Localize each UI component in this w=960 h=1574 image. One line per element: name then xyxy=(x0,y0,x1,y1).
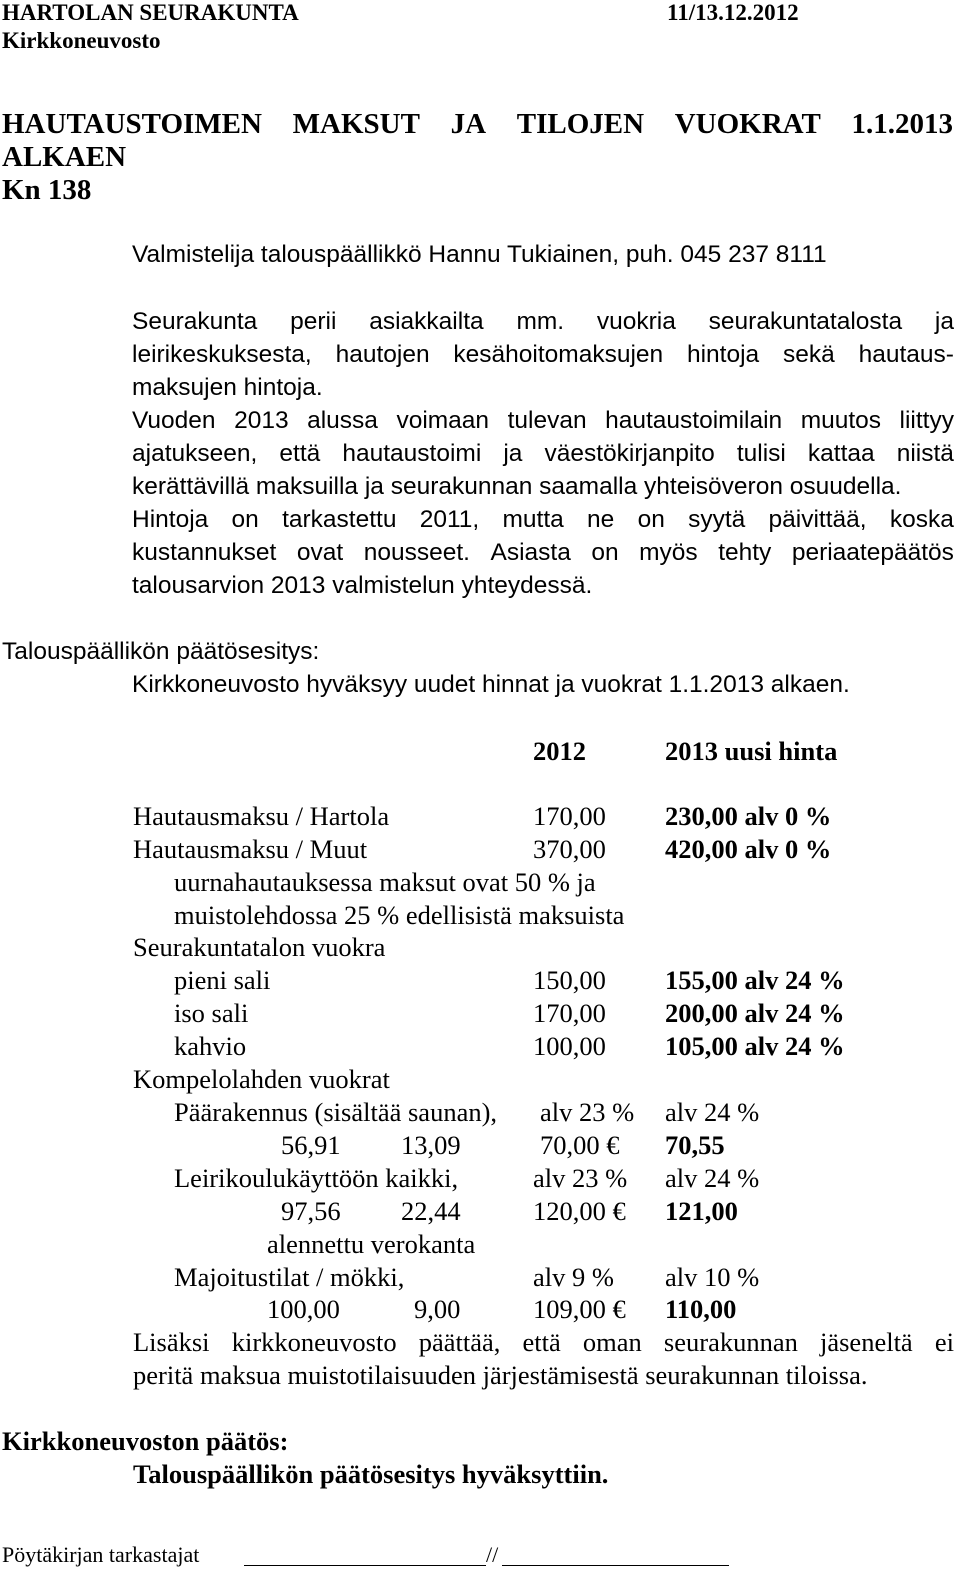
vat-2013: alv 10 % xyxy=(665,1262,760,1292)
word: koska xyxy=(889,506,954,533)
price-2013: 155,00 alv 24 % xyxy=(665,965,845,995)
decision-label: Kirkkoneuvoston päätös: xyxy=(2,1426,289,1456)
intro-line: maksujen hintoja. xyxy=(132,374,323,401)
row-label: iso sali xyxy=(174,998,249,1028)
intro-line: talousarvion 2013 valmistelun yhteydessä. xyxy=(132,572,593,599)
intro-line xyxy=(132,343,954,368)
word: Seurakunta xyxy=(132,308,258,335)
price-2013: 200,00 alv 24 % xyxy=(665,998,845,1028)
word: ovat xyxy=(296,539,344,566)
title-word: VUOKRAT xyxy=(674,108,821,140)
price-2012: 170,00 xyxy=(533,801,606,831)
price-2013: 105,00 alv 24 % xyxy=(665,1031,845,1061)
row-label: Päärakennus (sisältää saunan), xyxy=(174,1097,498,1127)
word: syytä xyxy=(688,506,746,533)
word: on xyxy=(637,506,665,533)
word: nousseet. xyxy=(363,539,470,566)
proposal-text: Kirkkoneuvosto hyväksyy uudet hinnat ja vuokrat 1.1.2013 alkaen. xyxy=(132,671,850,698)
meeting-date: 11/13.12.2012 xyxy=(667,0,799,25)
preparer: Valmistelija talouspäällikkö Hannu Tukiainen, puh. 045 237 8111 xyxy=(132,241,827,268)
signature-line xyxy=(244,1565,486,1566)
intro-line xyxy=(132,541,954,566)
word: leirikeskuksesta, xyxy=(132,341,312,368)
row-label: Hautausmaksu / Muut xyxy=(133,834,368,864)
body-name: Kirkkoneuvosto xyxy=(2,28,161,53)
word: liittyy xyxy=(899,407,954,434)
proposal-label: Talouspäällikön päätösesitys: xyxy=(2,638,320,665)
word: Vuoden xyxy=(132,407,216,434)
title-word: HAUTAUSTOIMEN xyxy=(2,108,262,140)
word: päättää, xyxy=(418,1327,501,1357)
title-word: MAKSUT xyxy=(292,108,420,140)
price-2013: 110,00 xyxy=(665,1294,737,1324)
vat-2013: alv 24 % xyxy=(665,1163,760,1193)
price-2012: 100,00 xyxy=(533,1031,606,1061)
section-heading: Kompelolahden vuokrat xyxy=(133,1064,390,1094)
word: mm. xyxy=(516,308,565,335)
word: että xyxy=(522,1327,561,1357)
vat-2012: alv 9 % xyxy=(533,1262,614,1292)
word: oman xyxy=(582,1327,642,1357)
title-word: TILOJEN xyxy=(516,108,645,140)
row-label: Majoitustilat / mökki, xyxy=(174,1262,405,1292)
word: niistä xyxy=(896,440,954,467)
intro-line xyxy=(132,442,954,467)
word: 2011, xyxy=(419,506,480,533)
word: hautaustoimi xyxy=(342,440,482,467)
price-2012: 109,00 € xyxy=(533,1294,626,1324)
word: hautojen xyxy=(335,341,430,368)
word: ja xyxy=(503,440,523,467)
decision-text: Talouspäällikön päätösesitys hyväksyttiin. xyxy=(133,1459,609,1489)
addition-line xyxy=(133,1329,954,1356)
vat-amount: 22,44 xyxy=(401,1196,461,1226)
word: väestökirjanpito xyxy=(544,440,715,467)
org-name: HARTOLAN SEURAKUNTA xyxy=(2,0,299,25)
vat-amount: 9,00 xyxy=(414,1294,461,1324)
row-label: Leirikoulukäyttöön kaikki, xyxy=(174,1163,459,1193)
word: hintoja xyxy=(686,341,760,368)
word: tarkastettu xyxy=(282,506,397,533)
word: periaatepäätös xyxy=(791,539,954,566)
price-2012: 120,00 € xyxy=(533,1196,626,1226)
word: vuokria xyxy=(596,308,676,335)
net-price: 97,56 xyxy=(281,1196,341,1226)
word: tulevan xyxy=(507,407,587,434)
word: Hintoja xyxy=(132,506,209,533)
price-2012: 170,00 xyxy=(533,998,606,1028)
word: jäseneltä xyxy=(820,1327,913,1357)
table-note: uurnahautauksessa maksut ovat 50 % ja xyxy=(174,867,596,897)
footer-separator: // xyxy=(486,1542,499,1567)
vat-2013: alv 24 % xyxy=(665,1097,760,1127)
section-heading: Seurakuntatalon vuokra xyxy=(133,932,386,962)
word: seurakunnan xyxy=(663,1327,798,1357)
case-number: Kn 138 xyxy=(2,174,92,206)
price-2012: 150,00 xyxy=(533,965,606,995)
word: päivittää, xyxy=(768,506,867,533)
intro-line: kerättävillä maksuilla ja seurakunnan saamalla yhteisöveron osuudella. xyxy=(132,473,902,500)
word: tulisi xyxy=(736,440,786,467)
addition-line: peritä maksua muistotilaisuuden järjestämisestä seurakunnan tiloissa. xyxy=(133,1360,868,1390)
word: on xyxy=(231,506,259,533)
price-2013: 230,00 alv 0 % xyxy=(665,801,832,831)
table-note: muistolehdossa 25 % edellisistä maksuista xyxy=(174,900,625,930)
word: ei xyxy=(934,1327,954,1357)
word: asiakkailta xyxy=(369,308,484,335)
price-2012: 370,00 xyxy=(533,834,606,864)
word: kesähoitomaksujen xyxy=(453,341,664,368)
word: voimaan xyxy=(396,407,490,434)
price-2013: 420,00 alv 0 % xyxy=(665,834,832,864)
vat-2012: alv 23 % xyxy=(540,1097,635,1127)
title-word: 1.1.2013 xyxy=(851,108,953,140)
net-price: 100,00 xyxy=(267,1294,340,1324)
row-label: Hautausmaksu / Hartola xyxy=(133,801,390,831)
word: myös xyxy=(639,539,698,566)
word: ajatukseen, xyxy=(132,440,258,467)
footer-label: Pöytäkirjan tarkastajat xyxy=(2,1542,200,1567)
word: hautaustoimilain xyxy=(605,407,783,434)
vat-amount: 13,09 xyxy=(401,1130,461,1160)
word: Lisäksi xyxy=(133,1327,210,1357)
row-label: kahvio xyxy=(174,1031,247,1061)
vat-note: alennettu verokanta xyxy=(267,1229,476,1259)
word: muutos xyxy=(800,407,882,434)
word: kustannukset xyxy=(132,539,277,566)
vat-2012: alv 23 % xyxy=(533,1163,628,1193)
intro-line xyxy=(132,310,954,335)
word: ne xyxy=(587,506,615,533)
price-2012: 70,00 € xyxy=(540,1130,620,1160)
net-price: 56,91 xyxy=(281,1130,341,1160)
word: tehty xyxy=(718,539,772,566)
column-header-2012: 2012 xyxy=(533,736,586,766)
word: ja xyxy=(934,308,954,335)
word: mutta xyxy=(502,506,564,533)
word: perii xyxy=(290,308,337,335)
word: 2013 xyxy=(234,407,289,434)
column-header-2013: 2013 uusi hinta xyxy=(665,736,838,766)
word: Asiasta xyxy=(490,539,571,566)
word: hautaus- xyxy=(858,341,954,368)
intro-line xyxy=(132,508,954,533)
price-2013: 70,55 xyxy=(665,1130,725,1160)
price-2013: 121,00 xyxy=(665,1196,738,1226)
word: sekä xyxy=(783,341,835,368)
word: alussa xyxy=(307,407,378,434)
row-label: pieni sali xyxy=(174,965,271,995)
title-word: JA xyxy=(450,108,487,140)
intro-line xyxy=(132,409,954,434)
title-line2: ALKAEN xyxy=(2,141,127,173)
title-line1 xyxy=(2,110,953,139)
word: seurakuntatalosta xyxy=(708,308,903,335)
word: kattaa xyxy=(807,440,875,467)
word: on xyxy=(591,539,619,566)
word: kirkkoneuvosto xyxy=(231,1327,397,1357)
signature-line xyxy=(502,1565,729,1566)
word: että xyxy=(279,440,321,467)
